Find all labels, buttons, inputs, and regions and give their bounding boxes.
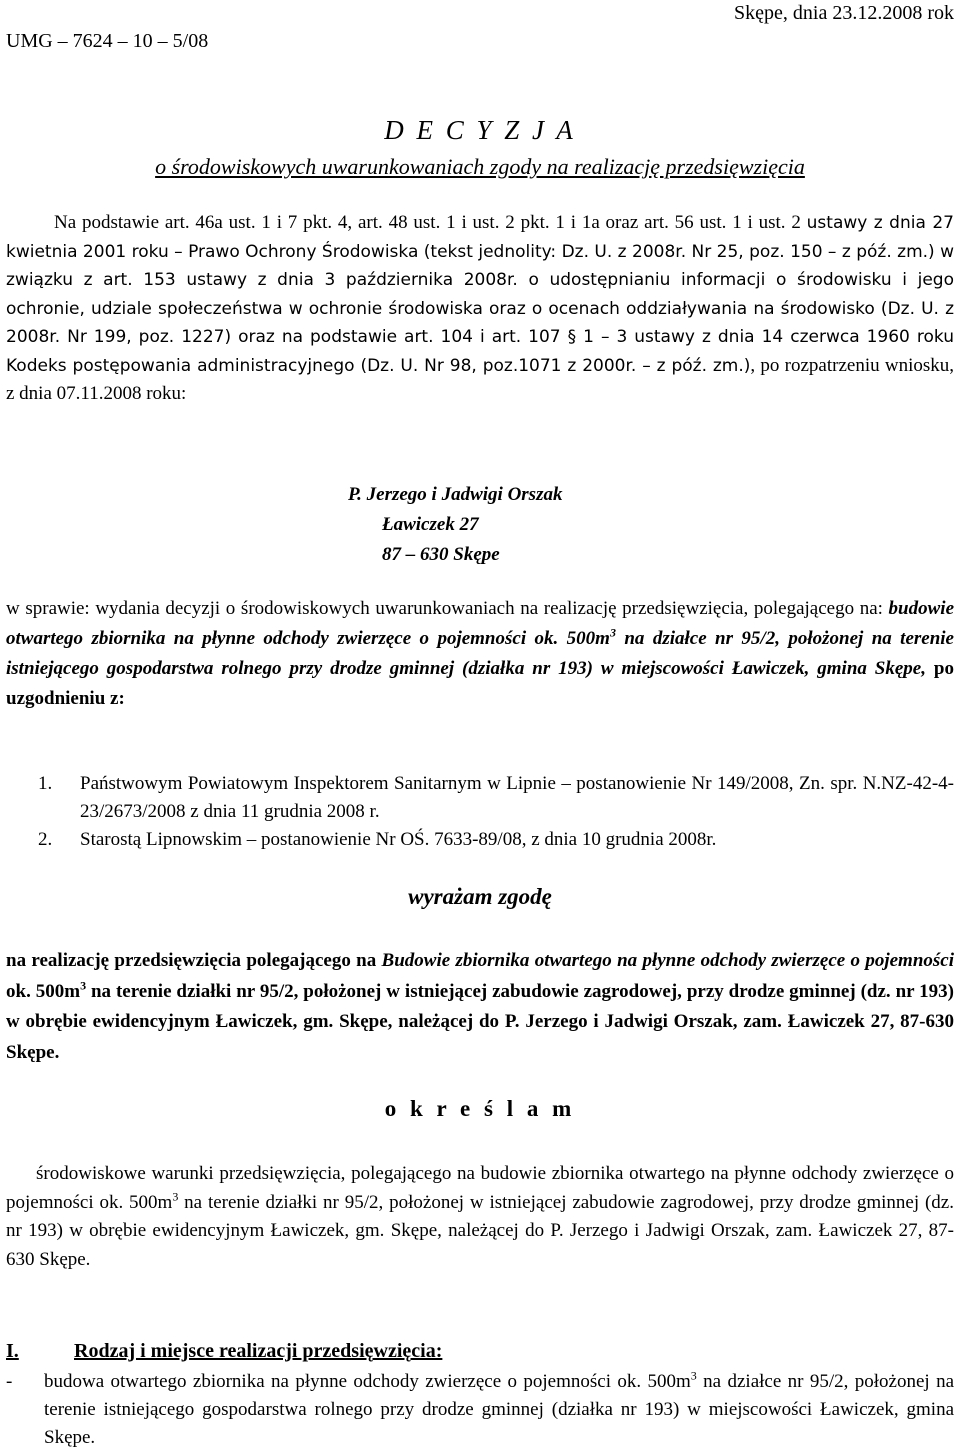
bullet-marker: - <box>6 1371 13 1392</box>
place-and-date: Skępe, dnia 23.12.2008 rok <box>734 2 954 24</box>
matter-project-a: budowie otwartego zbiornika na płynne odchody zwierzęce o pojemności ok. 500m <box>6 598 954 649</box>
conditions-superscript: 3 <box>172 1189 179 1204</box>
consent-rest: na terenie działki nr 95/2, położonej w istniejącej zabudowie zagrodowej, przy drodze gminnej (dz. nr 193) w obrębie ewidencyjnym Ławiczek, gm. Skępe, należącej do P. Jerzego i Jadwigi Orszak, zam. Ławiczek 27, 87-630 Skępe. <box>6 980 954 1063</box>
matter-lead: w sprawie: wydania decyzji o środowiskowych uwarunkowaniach na realizację przedsięwzięcia, polegającego na: <box>6 598 889 619</box>
section-bullet-item <box>6 1368 954 1452</box>
conditions-part-a: środowiskowe warunki przedsięwzięcia, polegającego na budowie zbiornika otwartego na płynne odchody zwierzęce o pojemności ok. 500m <box>6 1163 954 1213</box>
legal-basis-part3: , po rozpatrzeniu wniosku, z dnia 07.11.2008 roku: <box>6 354 954 404</box>
consent-paragraph <box>6 946 954 1068</box>
conditions-paragraph <box>6 1160 954 1274</box>
bullet-superscript: 3 <box>690 1368 697 1383</box>
legal-basis-part2: ustawy z dnia 27 kwietnia 2001 roku – Prawo Ochrony Środowiska (tekst jednolity: Dz. U. z 2008r. Nr 25, poz. 150 – z póź. zm.) w związku z art. 153 ustawy z dnia 3 października 2008r. o udostępnianiu informacji o środowisku i jego ochronie, udziale społeczeństwa w ochronie środowiska oraz o ocenach oddziaływania na środowisko (Dz. U. z 2008r. Nr 199, poz. 1227) oraz na podstawie art. 104 i art. 107 § 1 – 3 ustawy z dnia 14 czerwca 1960 roku Kodeks postępowania administracyjnego (Dz. U. Nr 98, poz.1071 z 2000r. – z póź. zm.) <box>6 213 954 376</box>
bullet-text-b: na działce nr 95/2, położonej na terenie istniejącego gospodarstwa rolnego przy drodze gminnej (działka nr 193) w miejscowości Ławiczek, gmina Skępe. <box>44 1371 955 1448</box>
matter-superscript: 3 <box>609 625 616 640</box>
document-title: D E C Y Z J A <box>384 115 576 145</box>
legal-basis-part1: Na podstawie art. 46a ust. 1 i 7 pkt. 4, art. 48 ust. 1 i ust. 2 pkt. 1 i 1a oraz art. 56 ust. 1 i ust. 2 <box>54 212 807 233</box>
determine-heading: o k r e ś l a m <box>384 1096 576 1121</box>
addressee-block <box>348 480 562 570</box>
matter-project-b: na działce nr 95/2, położonej na terenie istniejącego gospodarstwa rolnego przy drodze gminnej (działka nr 193) w miejscowości Ławiczek, gmina Skępe, <box>6 628 954 679</box>
list-item-text: Państwowym Powiatowym Inspektorem Sanitarnym w Lipnie – postanowienie Nr 149/2008, Zn. spr. N.NZ-42-4-23/2673/2008 z dnia 11 grudnia 2008 r. <box>80 773 954 822</box>
document-subtitle: o środowiskowych uwarunkowaniach zgody na realizację przedsięwzięcia <box>155 154 805 179</box>
bullet-text <box>44 1368 954 1452</box>
consent-heading: wyrażam zgodę <box>408 884 552 909</box>
consent-project-a: Budowie zbiornika otwartego na płynne odchody zwierzęce o pojemności <box>381 950 954 971</box>
consent-superscript: 3 <box>80 978 87 993</box>
section-title: Rodzaj i miejsce realizacji przedsięwzięcia: <box>74 1340 443 1362</box>
section-number: I. <box>6 1340 19 1362</box>
list-item-number: 1. <box>38 773 53 794</box>
addressee-name: P. Jerzego i Jadwigi Orszak <box>348 484 563 505</box>
addressee-street: Ławiczek 27 <box>382 514 479 535</box>
list-item <box>6 770 954 826</box>
conditions-part-b: na terenie działki nr 95/2, położonej w istniejącej zabudowie zagrodowej, przy drodze gminnej (dz. nr 193) w obrębie ewidencyjnym Ławiczek, gm. Skępe, należącej do P. Jerzego i Jadwigi Orszak, zam. Ławiczek 27, 87-630 Skępe. <box>6 1191 954 1270</box>
consent-lead: na realizację przedsięwzięcia polegającego na <box>6 950 382 971</box>
matter-paragraph <box>6 594 954 714</box>
list-item <box>6 826 954 854</box>
matter-tail: po uzgodnieniu z: <box>6 658 954 709</box>
consent-project-b: ok. 500m <box>6 980 81 1002</box>
consultations-list <box>6 770 954 854</box>
bullet-text-a: budowa otwartego zbiornika na płynne odchody zwierzęce o pojemności ok. 500m <box>44 1371 691 1392</box>
addressee-city: 87 – 630 Skępe <box>382 544 500 565</box>
section-heading <box>6 1340 442 1363</box>
legal-basis-paragraph <box>6 209 954 408</box>
case-reference: UMG – 7624 – 10 – 5/08 <box>6 30 209 52</box>
list-item-number: 2. <box>38 829 53 850</box>
list-item-text: Starostą Lipnowskim – postanowienie Nr OŚ. 7633-89/08, z dnia 10 grudnia 2008r. <box>80 829 717 850</box>
